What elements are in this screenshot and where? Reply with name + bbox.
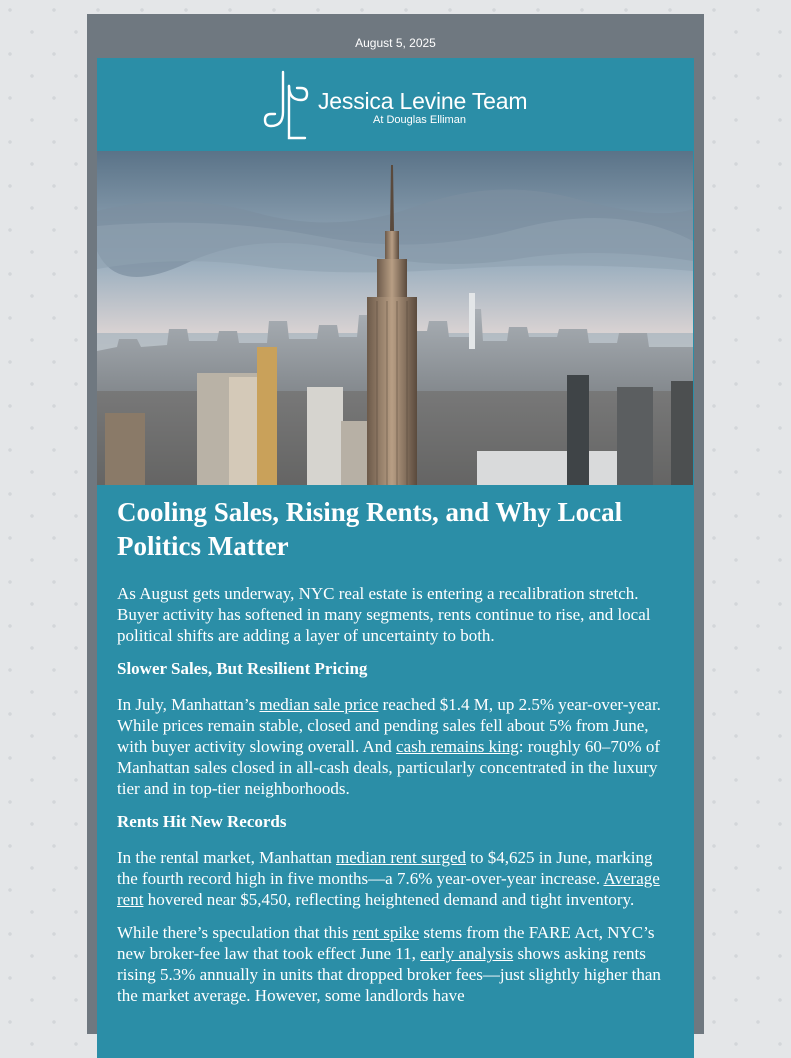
jl-monogram-icon — [263, 70, 309, 142]
cash-remains-king-link[interactable]: cash remains king — [396, 737, 519, 756]
text-span: stems from the FARE Act, NYC’s new broker-fee law that took effect June 11, — [117, 923, 655, 963]
email-date: August 5, 2025 — [355, 36, 436, 50]
text-span: While there’s speculation that this — [117, 923, 353, 942]
section-heading-rents: Rents Hit New Records — [117, 812, 287, 831]
newsletter-card — [97, 58, 694, 1058]
text-span: to $4,625 in June, marking the fourth record high in five months—a 7.6% year-over-year increase. — [117, 848, 653, 888]
email-frame — [87, 14, 704, 1034]
text-span: In the rental market, Manhattan — [117, 848, 337, 867]
sales-paragraph — [117, 694, 677, 799]
median-sale-price-link[interactable]: median sale price — [259, 695, 379, 714]
text-span: shows asking rents rising 5.3% annually in units that dropped broker fees—just slightly higher than the market average. However, some landlords have — [117, 944, 661, 1005]
intro-paragraph: As August gets underway, NYC real estate is entering a recalibration stretch. Buyer activity has softened in many segments, rents continue to rise, and local political shifts are adding a layer of uncertainty to both. — [117, 584, 651, 645]
brand-header — [97, 58, 694, 151]
text-span: : roughly 60–70% of Manhattan sales closed in all-cash deals, particularly concentrated in the luxury tier and in top-tier neighborhoods. — [117, 737, 660, 798]
hero-image — [97, 151, 693, 485]
brand-tagline: At Douglas Elliman — [373, 114, 466, 126]
text-span: reached $1.4 M, up 2.5% year-over-year. While prices remain stable, closed and pending sales fell about 5% from June, with buyer activity slowing overall. And — [117, 695, 661, 756]
median-rent-surged-link[interactable]: median rent surged — [336, 848, 467, 867]
section-heading-sales: Slower Sales, But Resilient Pricing — [117, 659, 368, 678]
fare-act-paragraph — [117, 922, 677, 1006]
article-body — [117, 495, 677, 1018]
average-rent-link[interactable]: Average rent — [117, 869, 660, 909]
brand-name: Jessica Levine Team — [318, 88, 528, 114]
text-span: In July, Manhattan’s — [117, 695, 260, 714]
rent-spike-link[interactable]: rent spike — [352, 923, 420, 942]
article-title: Cooling Sales, Rising Rents, and Why Local Politics Matter — [117, 497, 623, 561]
text-span: hovered near $5,450, reflecting heightened demand and tight inventory. — [143, 890, 635, 909]
rents-paragraph — [117, 847, 677, 910]
early-analysis-link[interactable]: early analysis — [420, 944, 514, 963]
